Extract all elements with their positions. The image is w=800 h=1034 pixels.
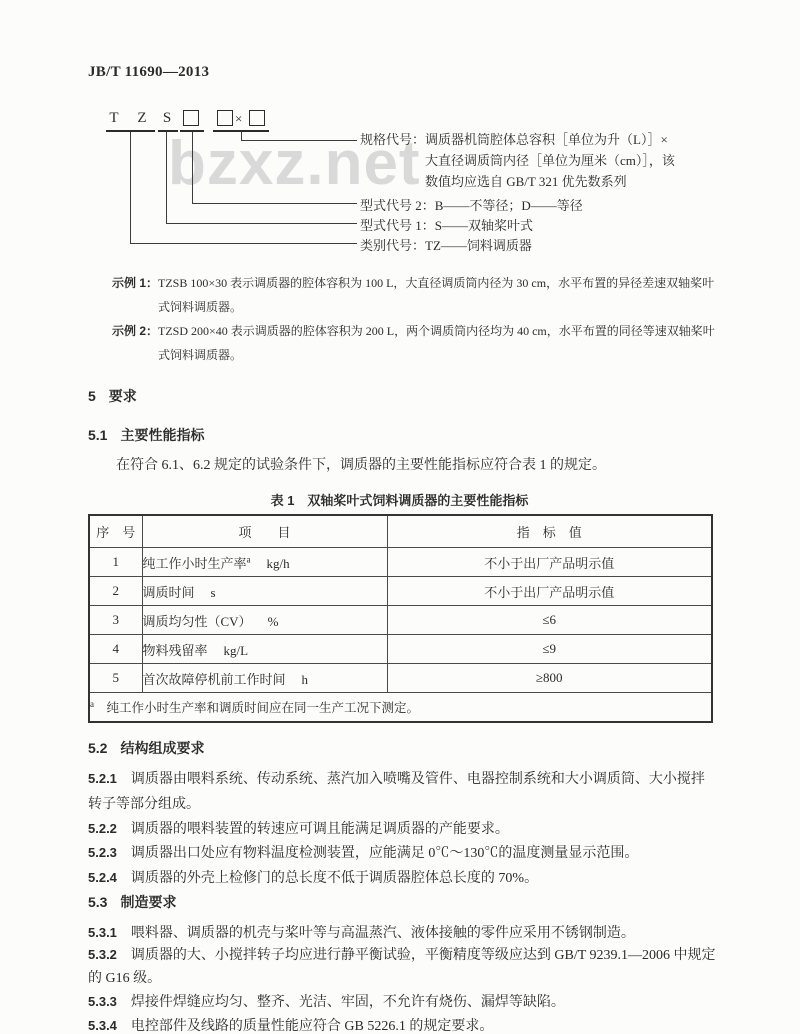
clause-text: 喂料器、调质器的机壳与桨叶等与高温蒸汽、液体接触的零件应采用不锈钢制造。: [130, 926, 635, 941]
clause-number: 5.3.3: [88, 994, 117, 1009]
connector-category-vertical: [130, 132, 131, 243]
spec-code-line2: 大直径调质筒内径［单位为厘米（cm）］，该: [425, 153, 675, 168]
row-3-no: 3: [89, 606, 142, 635]
row-3-item-text: 调质均匀性（CV）: [142, 613, 252, 629]
underline-type1: [158, 130, 178, 132]
multiply-sign: ×: [235, 111, 243, 126]
row-2-value: 不小于出厂产品明示值: [387, 577, 712, 606]
clause-number: 5.2.2: [88, 821, 117, 836]
example-1: [112, 272, 722, 319]
heading-5-2-number: 5.2: [88, 740, 108, 756]
clause-text: 调质器的外壳上检修门的总长度不低于调质器腔体总长度的 70%。: [130, 871, 539, 886]
table-row: [89, 606, 712, 635]
clause-5-2-2: [88, 816, 728, 842]
table-row: [89, 664, 712, 693]
connector-type1-horizontal: [166, 223, 357, 224]
clause-text: 调质器出口处应有物料温度检测装置，应能满足 0℃～130℃的温度测量显示范围。: [130, 846, 639, 861]
clause-number: 5.3.2: [88, 947, 117, 962]
example-1-text: TZSB 100×30 表示调质器的腔体容积为 100 L，大直径调质筒内径为 30 cm，水平布置的异径差速双轴桨叶式饲料调质器。: [158, 276, 715, 314]
heading-5-3-title: 制造要求: [120, 894, 177, 910]
row-2-no: 2: [89, 577, 142, 606]
clause-5-3-3: [88, 989, 728, 1015]
code-placeholder-box-1: [183, 110, 199, 126]
clause-number: 5.2.1: [88, 771, 117, 786]
table-1-caption: 表 1 双轴桨叶式饲料调质器的主要性能指标: [270, 493, 529, 508]
footnote-text: 纯工作小时生产率和调质时间应在同一生产工况下测定。: [94, 701, 420, 715]
table-row: [89, 577, 712, 606]
row-3-item: [142, 606, 387, 635]
connector-type1-vertical: [166, 132, 167, 223]
spec-code-line3: 数值均应选自 GB/T 321 优先数系列: [425, 174, 627, 189]
connector-type2-vertical: [192, 132, 193, 203]
examples-block: [112, 272, 722, 367]
heading-5: [88, 386, 137, 406]
row-4-item: [142, 635, 387, 664]
table-1-performance: [88, 514, 713, 723]
row-4-value: ≤9: [387, 635, 712, 664]
heading-5-number: 5: [88, 388, 96, 404]
clause-5-2-4: [88, 865, 728, 891]
connector-spec-horizontal: [241, 140, 357, 141]
heading-5-1-number: 5.1: [88, 427, 108, 443]
heading-5-1-title: 主要性能指标: [120, 427, 205, 443]
table-footnote-row: [89, 693, 712, 723]
clause-text: 调质器的大、小搅拌转子均应进行静平衡试验，平衡精度等级应达到 GB/T 9239.1—2006 中规定的 G16 级。: [88, 948, 716, 986]
row-4-unit: kg/L: [223, 642, 249, 658]
example-2: [112, 320, 722, 367]
table-header-row: [89, 515, 712, 548]
table-row: [89, 635, 712, 664]
clause-5-2-1: [88, 766, 718, 817]
spec-code-line1: 规格代号：调质器机筒腔体总容积［单位为升（L）］×: [360, 132, 668, 147]
row-3-unit: %: [267, 613, 279, 629]
row-5-item: [142, 664, 387, 693]
code-letter-z: Z: [137, 110, 147, 126]
clause-text: 调质器由喂料系统、传动系统、蒸汽加入喷嘴及管件、电器控制系统和大小调质筒、大小搅拌转子等部分组成。: [88, 772, 705, 812]
connector-type2-horizontal: [192, 203, 357, 204]
table-row: [89, 548, 712, 577]
heading-5-3-number: 5.3: [88, 894, 108, 910]
model-designation-diagram: [0, 100, 800, 272]
heading-5-3: [88, 892, 176, 912]
row-1-item: [142, 548, 387, 577]
row-4-no: 4: [89, 635, 142, 664]
watermark-text: bzxz.net: [168, 129, 421, 198]
clause-5-3-4: [88, 1013, 728, 1034]
clause-number: 5.2.3: [88, 845, 117, 860]
row-1-no: 1: [89, 548, 142, 577]
row-1-unit: kg/h: [266, 555, 290, 571]
clause-number: 5.2.4: [88, 870, 117, 885]
example-1-label: 示例 1：: [112, 276, 159, 290]
row-2-item-text: 调质时间: [142, 584, 195, 600]
clause-number: 5.3.1: [88, 925, 117, 940]
col-header-item: 项 目: [142, 515, 387, 548]
code-letter-s: S: [162, 110, 172, 126]
clause-5-2-3: [88, 840, 728, 866]
category-code-label: 类别代号：TZ——饲料调质器: [360, 238, 532, 253]
row-2-item: [142, 577, 387, 606]
type1-code-label: 型式代号 1：S——双轴桨叶式: [360, 218, 533, 233]
row-3-value: ≤6: [387, 606, 712, 635]
row-1-item-text: 纯工作小时生产率: [142, 555, 247, 571]
heading-5-title: 要求: [108, 388, 137, 404]
clause-5-3-2: [88, 943, 728, 990]
connector-spec-vertical: [241, 132, 242, 140]
footnote-marker: a: [90, 698, 94, 709]
heading-5-1: [88, 425, 204, 445]
example-2-label: 示例 2：: [112, 324, 159, 338]
example-2-text: TZSD 200×40 表示调质器的腔体容积为 200 L，两个调质筒内径均为 40 cm，水平布置的同径等速双轴桨叶式饲料调质器。: [158, 324, 715, 362]
code-letter-t: T: [109, 110, 119, 126]
code-placeholder-box-2: [217, 110, 233, 126]
row-5-no: 5: [89, 664, 142, 693]
spec-code-label: [360, 129, 675, 192]
type2-code-label: 型式代号 2：B——不等径；D——等径: [360, 198, 583, 213]
row-5-value: ≥800: [387, 664, 712, 693]
col-header-value: 指 标 值: [387, 515, 712, 548]
table-footnote: [89, 693, 712, 723]
col-header-no: 序 号: [89, 515, 142, 548]
heading-5-2: [88, 738, 204, 758]
heading-5-2-title: 结构组成要求: [120, 740, 205, 756]
paragraph-5-1: 在符合 6.1、6.2 规定的试验条件下，调质器的主要性能指标应符合表 1 的规定。: [116, 458, 606, 473]
clause-text: 焊接件焊缝应均匀、整齐、光洁、牢固，不允许有烧伤、漏焊等缺陷。: [130, 995, 565, 1010]
row-5-unit: h: [301, 671, 309, 687]
clause-text: 调质器的喂料装置的转速应可调且能满足调质器的产能要求。: [130, 822, 509, 837]
code-placeholder-box-3: [249, 110, 265, 126]
clause-text: 电控部件及线路的质量性能应符合 GB 5226.1 的规定要求。: [130, 1019, 494, 1034]
row-5-item-text: 首次故障停机前工作时间: [142, 671, 286, 687]
row-1-footnote-marker: a: [246, 554, 251, 565]
row-4-item-text: 物料残留率: [142, 642, 208, 658]
row-2-unit: s: [210, 584, 216, 600]
connector-category-horizontal: [130, 243, 357, 244]
row-1-value: 不小于出厂产品明示值: [387, 548, 712, 577]
standard-number: JB/T 11690—2013: [88, 64, 210, 80]
clause-number: 5.3.4: [88, 1018, 117, 1033]
